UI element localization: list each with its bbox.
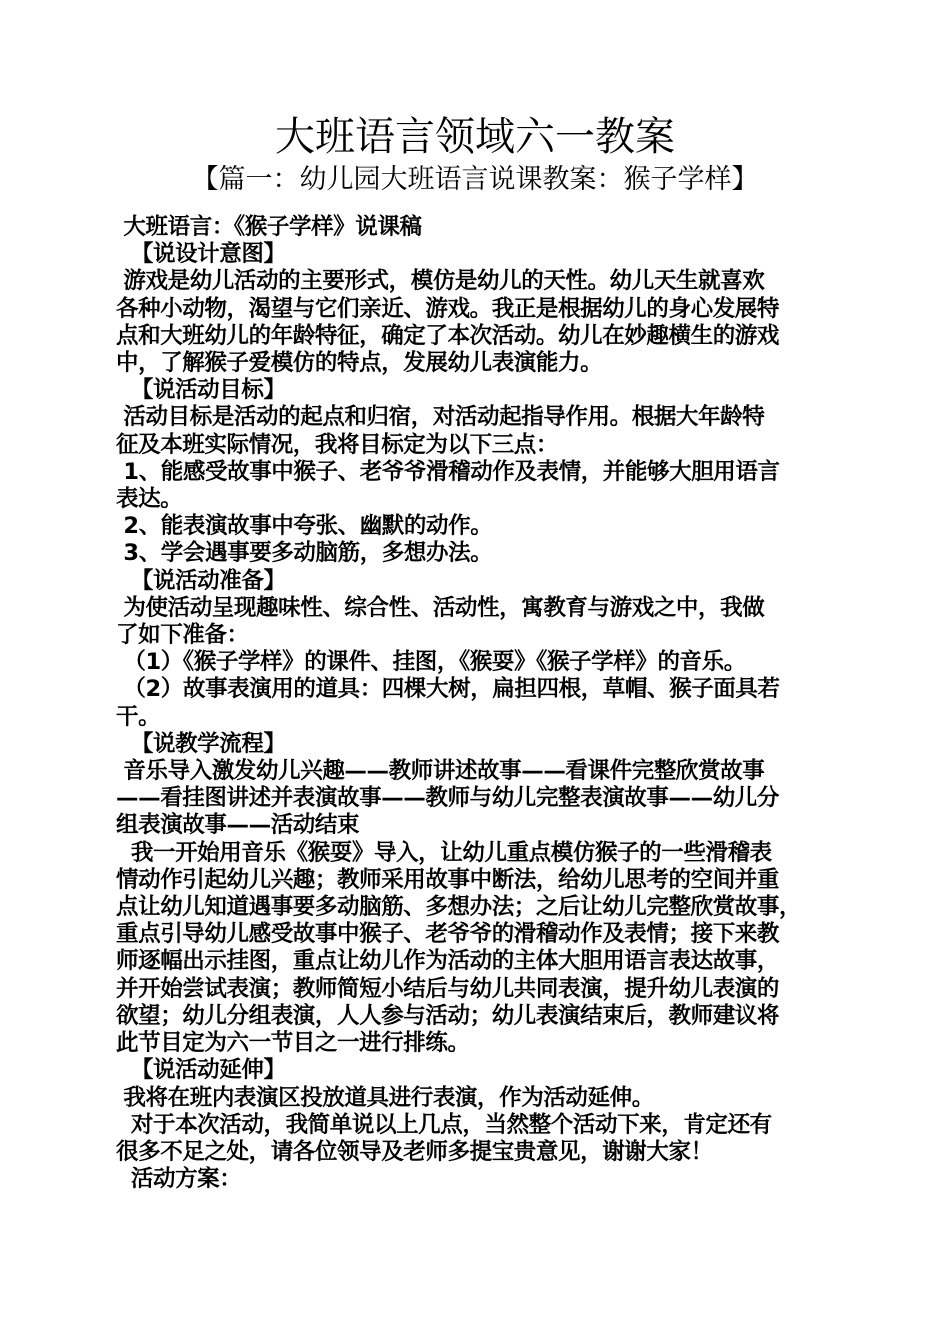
text-line: 情动作引起幼儿兴趣；教师采用故事中断法，给幼儿思考的空间并重 bbox=[116, 866, 780, 893]
text-line: 1、能感受故事中猴子、老爷爷滑稽动作及表情，并能够大胆用语言 bbox=[116, 458, 780, 485]
text-line: 2、能表演故事中夸张、幽默的动作。 bbox=[116, 513, 493, 540]
text-line: 了如下准备： bbox=[116, 622, 249, 649]
text-line: （2）故事表演用的道具：四棵大树，扁担四根，草帽、猴子面具若 bbox=[116, 676, 780, 703]
text-line: 欲望；幼儿分组表演，人人参与活动；幼儿表演结束后，教师建议将 bbox=[116, 1002, 780, 1029]
text-line: 【说活动延伸】 bbox=[116, 1057, 286, 1084]
text-line: 表达。 bbox=[116, 486, 183, 513]
text-line: 各种小动物，渴望与它们亲近、游戏。我正是根据幼儿的身心发展特 bbox=[116, 295, 780, 322]
text-line: 很多不足之处，请各位领导及老师多提宝贵意见，谢谢大家！ bbox=[116, 1138, 713, 1165]
text-line: 我将在班内表演区投放道具进行表演，作为活动延伸。 bbox=[116, 1084, 654, 1111]
document-subtitle: 【篇一：幼儿园大班语言说课教案：猴子学样】 bbox=[191, 164, 759, 195]
text-line: 为使活动呈现趣味性、综合性、活动性，寓教育与游戏之中，我做 bbox=[116, 594, 765, 621]
text-line: 我一开始用音乐《猴耍》导入，让幼儿重点模仿猴子的一些滑稽表 bbox=[116, 839, 772, 866]
text-line: 音乐导入激发幼儿兴趣——教师讲述故事——看课件完整欣赏故事 bbox=[116, 758, 765, 785]
text-line: 活动方案： bbox=[116, 1166, 242, 1193]
text-line: 征及本班实际情况，我将目标定为以下三点： bbox=[116, 431, 559, 458]
text-line: 点让幼儿知道遇事要多动脑筋、多想办法；之后让幼儿完整欣赏故事， bbox=[116, 894, 802, 921]
document-body bbox=[116, 214, 842, 1193]
text-line: 活动目标是活动的起点和归宿，对活动起指导作用。根据大年龄特 bbox=[116, 404, 765, 431]
text-line: 【说设计意图】 bbox=[116, 241, 286, 268]
text-line: 此节目定为六一节目之一进行排练。 bbox=[116, 1030, 470, 1057]
text-line: 对于本次活动，我简单说以上几点，当然整个活动下来，肯定还有 bbox=[116, 1111, 772, 1138]
text-line: 重点引导幼儿感受故事中猴子、老爷爷的滑稽动作及表情；接下来教 bbox=[116, 921, 780, 948]
text-line: 【说活动准备】 bbox=[116, 567, 286, 594]
text-line: 师逐幅出示挂图，重点让幼儿作为活动的主体大胆用语言表达故事， bbox=[116, 948, 780, 975]
text-line: 干。 bbox=[116, 703, 161, 730]
text-line: 大班语言：《猴子学样》说课稿 bbox=[116, 214, 422, 240]
text-line: 点和大班幼儿的年龄特征，确定了本次活动。幼儿在妙趣横生的游戏 bbox=[116, 322, 780, 349]
text-line: ——看挂图讲述并表演故事——教师与幼儿完整表演故事——幼儿分 bbox=[116, 785, 780, 812]
text-line: 并开始尝试表演；教师简短小结后与幼儿共同表演，提升幼儿表演的 bbox=[116, 975, 780, 1002]
document-title: 大班语言领域六一教案 bbox=[275, 114, 675, 160]
text-line: 3、学会遇事要多动脑筋，多想办法。 bbox=[116, 540, 493, 567]
text-line: 【说活动目标】 bbox=[116, 377, 286, 404]
text-line: 中，了解猴子爱模仿的特点，发展幼儿表演能力。 bbox=[116, 350, 603, 377]
text-line: 游戏是幼儿活动的主要形式，模仿是幼儿的天性。幼儿天生就喜欢 bbox=[116, 268, 765, 295]
text-line: （1）《猴子学样》的课件、挂图，《猴耍》《猴子学样》的音乐。 bbox=[116, 649, 746, 676]
text-line: 【说教学流程】 bbox=[116, 730, 286, 757]
text-line: 组表演故事——活动结束 bbox=[116, 812, 360, 839]
